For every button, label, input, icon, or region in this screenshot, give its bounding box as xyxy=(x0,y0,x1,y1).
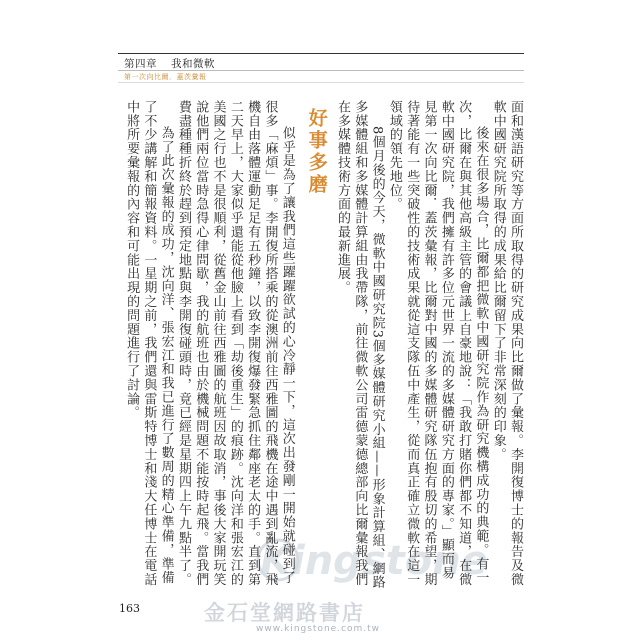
header-bottom-rule xyxy=(118,82,524,83)
chapter-number: 第四章 xyxy=(124,58,157,70)
chapter-title: 我和微軟 xyxy=(171,58,215,70)
body-paragraph: 為了此次彙報的成功，沈向洋、張宏江和我已進行了數周的精心準備，準備了不少講解和簡報資料。一星期之前，我們還與雷斯特博士和淺大任博士在電話中將所要彙報的內容和可能出現的問題進行了討論。 xyxy=(124,100,174,587)
section-subtitle: 第一次向比爾．蓋茨彙報 xyxy=(124,73,207,81)
header-mid-rule xyxy=(118,70,524,71)
header-top-rule xyxy=(118,53,524,54)
watermark-url: www.kingstone.com.tw xyxy=(256,624,381,634)
body-paragraph: 8個月後的今天，微軟中國研究院3個多媒體研究小組——形象計算組、網路多媒體組和多媒體計算組由我帶隊，前往微軟公司雷德蒙德總部向比爾彙報我們在多媒體技術方面的最新進展。 xyxy=(335,100,385,590)
store-watermark xyxy=(200,600,460,636)
vertical-body-text xyxy=(120,100,524,590)
page-number: 163 xyxy=(119,602,140,615)
running-header xyxy=(124,56,215,71)
section-heading: 好事多磨 xyxy=(305,108,328,196)
body-paragraph: 似乎是為了讓我們這些躍躍欲試的心冷靜一下，這次出發剛一開始就碰到了很多「麻煩」事。李開復所搭乘的從澳洲前往西雅圖的飛機在途中遇到亂流，飛機自由落體運動足足有五秒鐘，以致李開復爆發緊急抓住鄰座老太的手。直到第二天早上，大家似乎還能從他臉上看到「劫後重生」的痕跡。沈向洋和張宏江的美國之行也不是很順利，從舊金山前往西雅圖的航班因故取消，事後大家開玩笑說他們兩位當時急得心律問歇，我的航班也由於機械問題不能按時起飛。當我們費盡種種折終於趕到預定地點與李開復碰頭時，竟已經是星期四上午九點半了。 xyxy=(175,100,295,587)
body-paragraph: 面和漢語研究等方面所取得的研究成果向比爾做了彙報。李開復博士的報告及微軟中國研究院所取得的成果給比爾留下了非常深刻的印象。 xyxy=(490,100,523,587)
body-paragraph: 後來在很多場合，比爾都把微軟中國研究院作為研究機構成功的典範。有一次，比爾在與其他高級主管的會議上自豪地說：「我敢打賭你們都不知道，在微軟中國研究院，我們擁有許多位元世界一流的多媒體研究方面的專家。」顯而易見第一次向比爾．蓋茨彙報，比爾對中國的多媒體研究隊伍抱有殷切的希望，期待著能有一些突破性的技術成果就從這支隊伍中產生，從而真正確立微軟在這一領域的領先地位。 xyxy=(386,100,489,587)
svg-text:Kingstone: Kingstone xyxy=(260,538,488,584)
watermark-brand-text: 金石堂網路書店 xyxy=(204,600,365,625)
watermark-brand xyxy=(200,600,390,624)
